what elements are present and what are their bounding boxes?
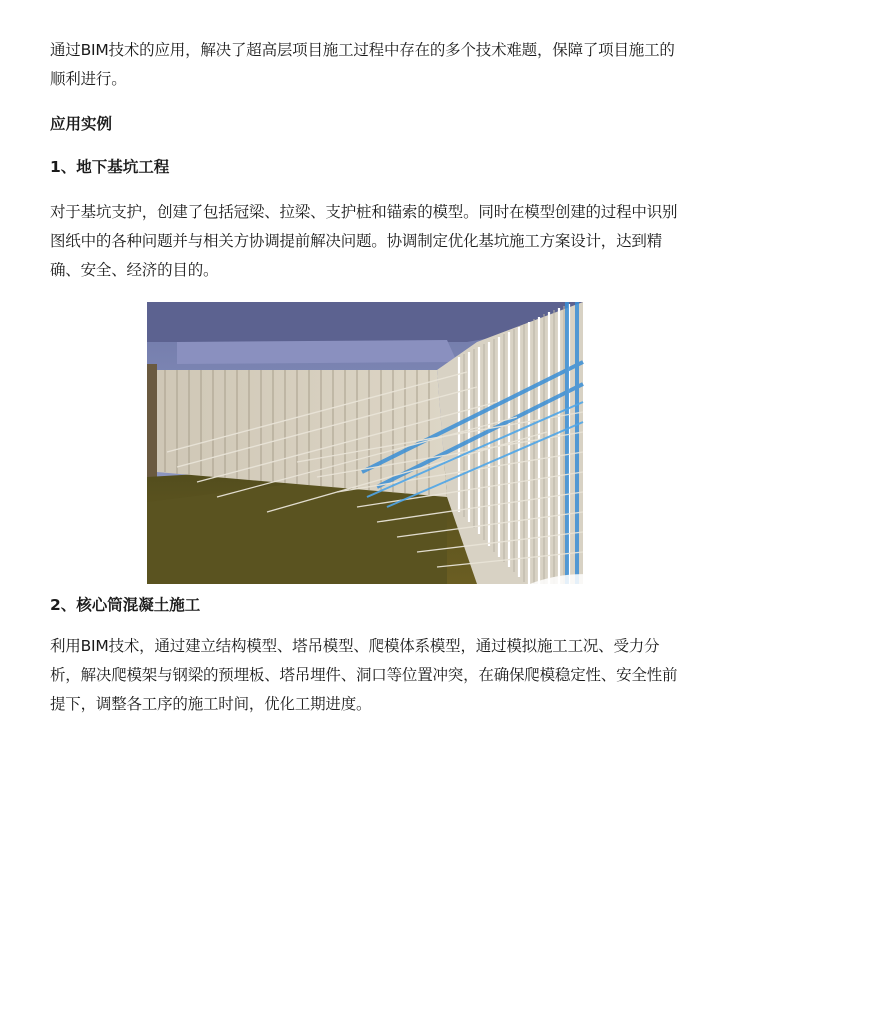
item1-heading: 1、地下基坑工程 [50,158,170,176]
intro-paragraph: 通过BIM技术的应用，解决了超高层项目施工过程中存在的多个技术难题，保障了项目施工的顺利进行。 [50,41,675,88]
item2-heading: 2、核心筒混凝土施工 [50,596,201,614]
item2-paragraph: 利用BIM技术，通过建立结构模型、塔吊模型、爬模体系模型，通过模拟施工工况、受力分析，解决爬模架与钢梁的预埋板、塔吊埋件、洞口等位置冲突，在确保爬模稳定性、安全性前提下，调整各工序的施工时间，优化工期进度。 [50,637,678,713]
section-heading: 应用实例 [50,115,113,133]
item1-paragraph: 对于基坑支护，创建了包括冠梁、拉梁、支护桩和锚索的模型。同时在模型创建的过程中识别图纸中的各种问题并与相关方协调提前解决问题。协调制定优化基坑施工方案设计，达到精确、安全、经济的目的。 [50,203,678,279]
bim-render [147,302,583,584]
watermark-text: 上海宝冶BIM中心 [814,680,885,711]
